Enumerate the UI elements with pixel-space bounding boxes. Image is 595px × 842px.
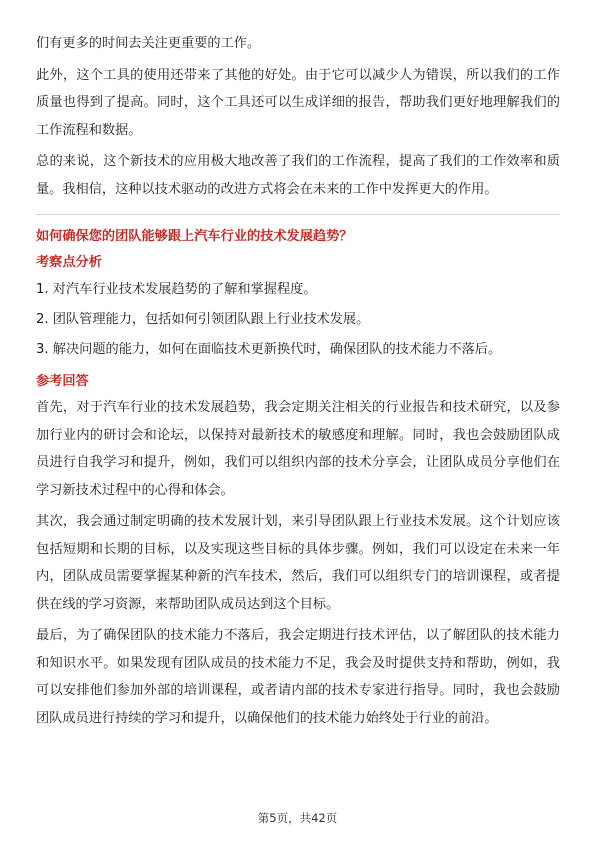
analysis-item-2: 2. 团队管理能力，包括如何引领团队跟上行业技术发展。	[36, 312, 370, 327]
intro-paragraph-3: 总的来说，这个新技术的应用极大地改善了我们的工作流程，提高了我们的工作效率和质量。我相信，这种以技术驱动的改进方式将会在未来的工作中发挥更大的作用。	[36, 154, 560, 197]
question-heading: 如何确保您的团队能够跟上汽车行业的技术发展趋势？	[36, 229, 353, 244]
page-number: 第5页，共42页	[257, 811, 338, 825]
answer-paragraph-1: 首先，对于汽车行业的技术发展趋势，我会定期关注相关的行业报告和技术研究，以及参加行业内的研讨会和论坛，以保持对最新技术的敏感度和理解。同时，我也会鼓励团队成员进行自我学习和提升，例如，我们可以组织内部的技术分享会，让团队成员分享他们在学习新技术过程中的心得和体会。	[36, 400, 560, 498]
intro-paragraph-2: 此外，这个工具的使用还带来了其他的好处。由于它可以减少人为错误，所以我们的工作质量也得到了提高。同时，这个工具还可以生成详细的报告，帮助我们更好地理解我们的工作流程和数据。	[36, 67, 560, 138]
analysis-title: 考察点分析	[36, 255, 102, 270]
section-divider	[36, 214, 560, 215]
answer-title: 参考回答	[36, 374, 89, 389]
analysis-item-1: 1. 对汽车行业技术发展趋势的了解和掌握程度。	[36, 282, 317, 297]
document-page	[36, 30, 560, 732]
answer-paragraph-3: 最后，为了确保团队的技术能力不落后，我会定期进行技术评估，以了解团队的技术能力和知识水平。如果发现有团队成员的技术能力不足，我会及时提供支持和帮助，例如，我可以安排他们参加外部的培训课程，或者请内部的技术专家进行指导。同时，我也会鼓励团队成员进行持续的学习和提升，以确保他们的技术能力始终处于行业的前沿。	[36, 628, 560, 726]
analysis-item-3: 3. 解决问题的能力，如何在面临技术更新换代时，确保团队的技术能力不落后。	[36, 342, 502, 357]
intro-paragraph-1: 们有更多的时间去关注更重要的工作。	[36, 36, 261, 51]
answer-paragraph-2: 其次，我会通过制定明确的技术发展计划，来引导团队跟上行业技术发展。这个计划应该包括短期和长期的目标，以及实现这些目标的具体步骤。例如，我们可以设定在未来一年内，团队成员需要掌握某种新的汽车技术，然后，我们可以组织专门的培训课程，或者提供在线的学习资源，来帮助团队成员达到这个目标。	[36, 514, 560, 612]
